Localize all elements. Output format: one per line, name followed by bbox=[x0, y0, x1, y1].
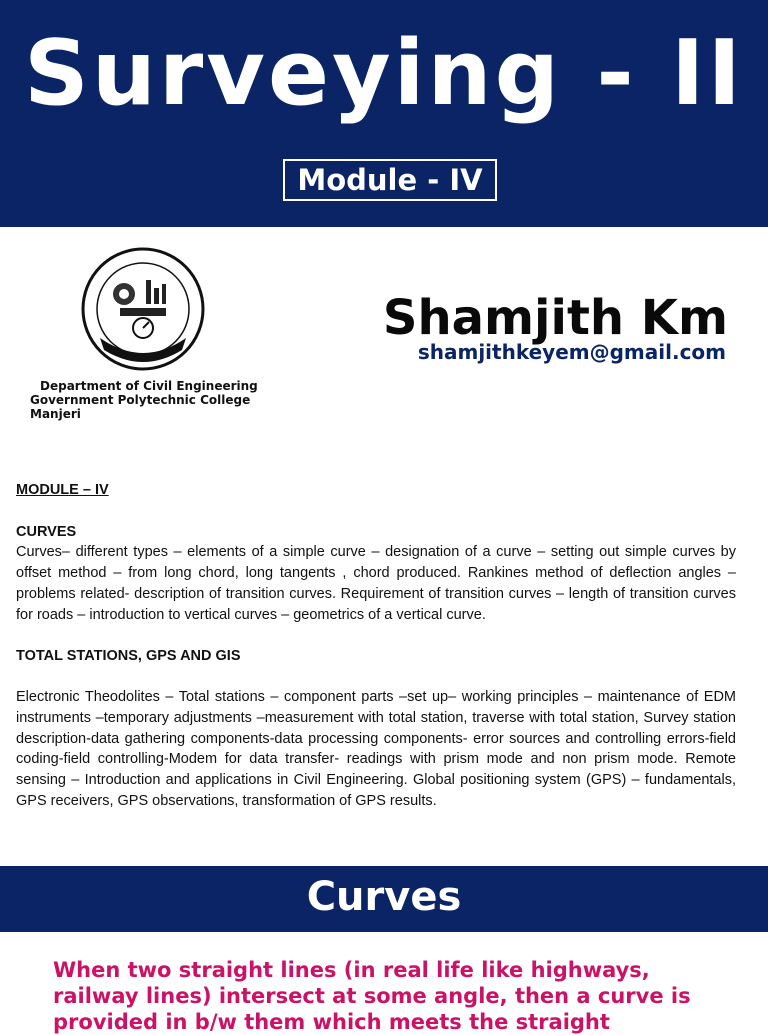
module-heading: MODULE – IV bbox=[16, 482, 109, 498]
total-stations-heading: TOTAL STATIONS, GPS AND GIS bbox=[16, 647, 241, 664]
document-title: Surveying - II bbox=[24, 21, 744, 126]
college-logo bbox=[80, 246, 206, 372]
module-label: Module - IV bbox=[283, 159, 497, 201]
curves-description: Curves– different types – elements of a simple curve – designation of a curve – setting out simple curves by offset method – from long chord, long tangents , chord produced. Rankines method of deflection angles – problems related- description of transition curves. Requirement of transition curves – length of transition curves for roads – introduction to vertical curves – geometrics of a vertical curve. bbox=[16, 544, 736, 623]
syllabus-block bbox=[16, 480, 736, 812]
curves-heading: CURVES bbox=[16, 523, 77, 540]
title-banner bbox=[0, 0, 768, 227]
author-email[interactable]: shamjithkeyem@gmail.com bbox=[417, 340, 726, 364]
college-line: Government Polytechnic College bbox=[30, 393, 251, 407]
location-line: Manjeri bbox=[30, 407, 81, 421]
department-info bbox=[30, 379, 270, 421]
department-line: Department of Civil Engineering bbox=[40, 379, 258, 393]
total-stations-description: Electronic Theodolites – Total stations – component parts –set up– working principles – maintenance of EDM instruments –temporary adjustments –measurement with total station, traverse with total station, Survey station description-data gathering components-data processing components- error sources and controlling errors-field coding-field controlling-Modem for data transfer- readings with prism mode and non prism mode. Remote sensing – Introduction and applications in Civil Engineering. Global positioning system (GPS) – fundamentals, GPS receivers, GPS observations, transformation of GPS results. bbox=[16, 689, 736, 809]
author-name: Shamjith Km bbox=[382, 290, 728, 346]
curves-intro-text: When two straight lines (in real life like highways, railway lines) intersect at some angle, then a curve is provided in b/w them which meets the straight bbox=[53, 958, 691, 1034]
curves-section-title: Curves bbox=[0, 866, 768, 932]
